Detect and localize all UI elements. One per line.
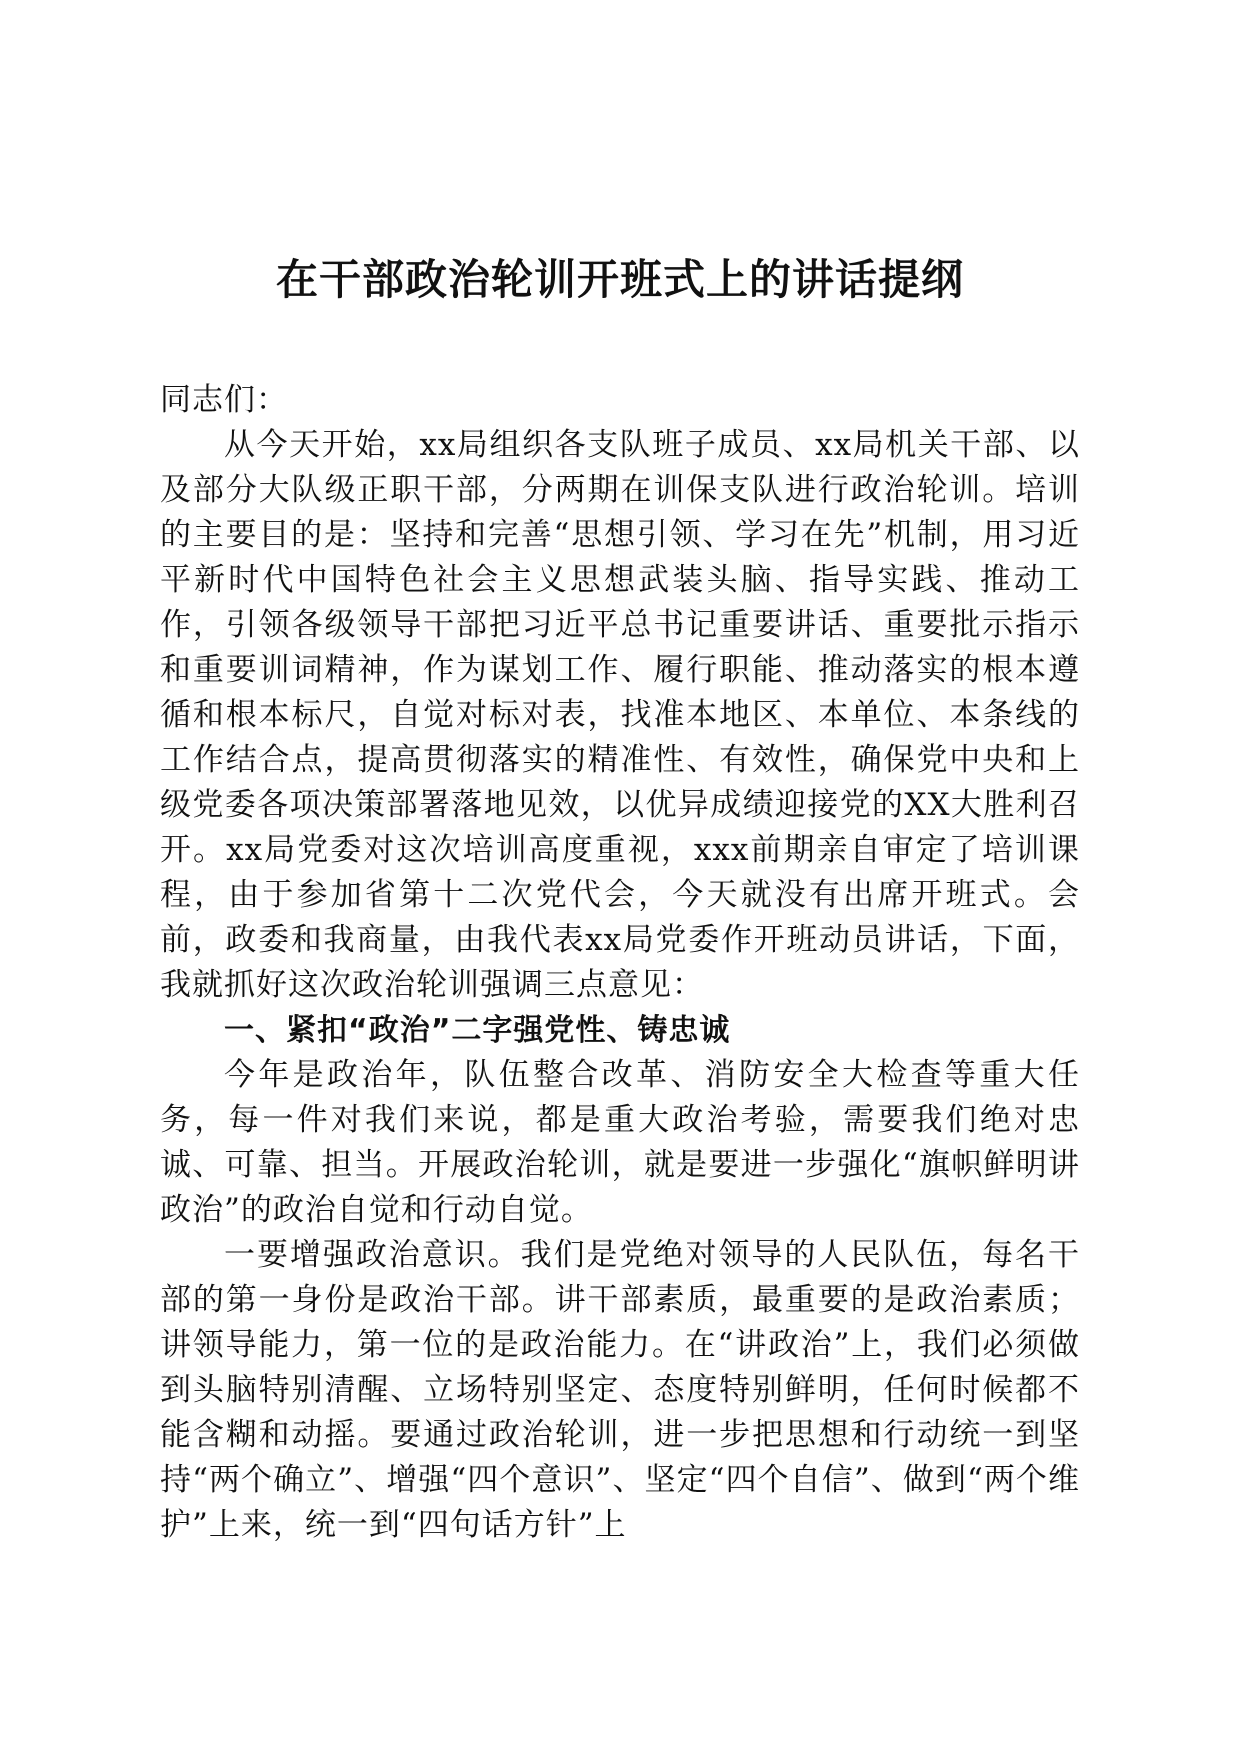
document-body — [160, 378, 1080, 1548]
document-title: 在干部政治轮训开班式上的讲话提纲 — [275, 255, 964, 304]
paragraph-intro: 从今天开始，xx局组织各支队班子成员、xx局机关干部、以及部分大队级正职干部，分两期在训保支队进行政治轮训。培训的主要目的是：坚持和完善“思想引领、学习在先”机制，用习近平新时代中国特色社会主义思想武装头脑、指导实践、推动工作，引领各级领导干部把习近平总书记重要讲话、重要批示指示和重要训词精神，作为谋划工作、履行职能、推动落实的根本遵循和根本标尺，自觉对标对表，找准本地区、本单位、本条线的工作结合点，提高贯彻落实的精准性、有效性，确保党中央和上级党委各项决策部署落地见效，以优异成绩迎接党的XX大胜利召开。xx局党委对这次培训高度重视，xxx前期亲自审定了培训课程，由于参加省第十二次党代会，今天就没有出席开班式。会前，政委和我商量，由我代表xx局党委作开班动员讲话，下面，我就抓好这次政治轮训强调三点意见： — [160, 427, 1080, 1003]
section-heading-1: 一、紧扣“政治”二字强党性、铸忠诚 — [224, 1013, 731, 1048]
paragraph-political-year: 今年是政治年，队伍整合改革、消防安全大检查等重大任务，每一件对我们来说，都是重大政治考验，需要我们绝对忠诚、可靠、担当。开展政治轮训，就是要进一步强化“旗帜鲜明讲政治”的政治自觉和行动自觉。 — [160, 1057, 1080, 1228]
paragraph-political-awareness: 一要增强政治意识。我们是党绝对领导的人民队伍，每名干部的第一身份是政治干部。讲干部素质，最重要的是政治素质；讲领导能力，第一位的是政治能力。在“讲政治”上，我们必须做到头脑特别清醒、立场特别坚定、态度特别鲜明，任何时候都不能含糊和动摇。要通过政治轮训，进一步把思想和行动统一到坚持“两个确立”、增强“四个意识”、坚定“四个自信”、做到“两个维护”上来，统一到“四句话方针”上 — [160, 1237, 1080, 1543]
salutation: 同志们： — [160, 382, 288, 418]
